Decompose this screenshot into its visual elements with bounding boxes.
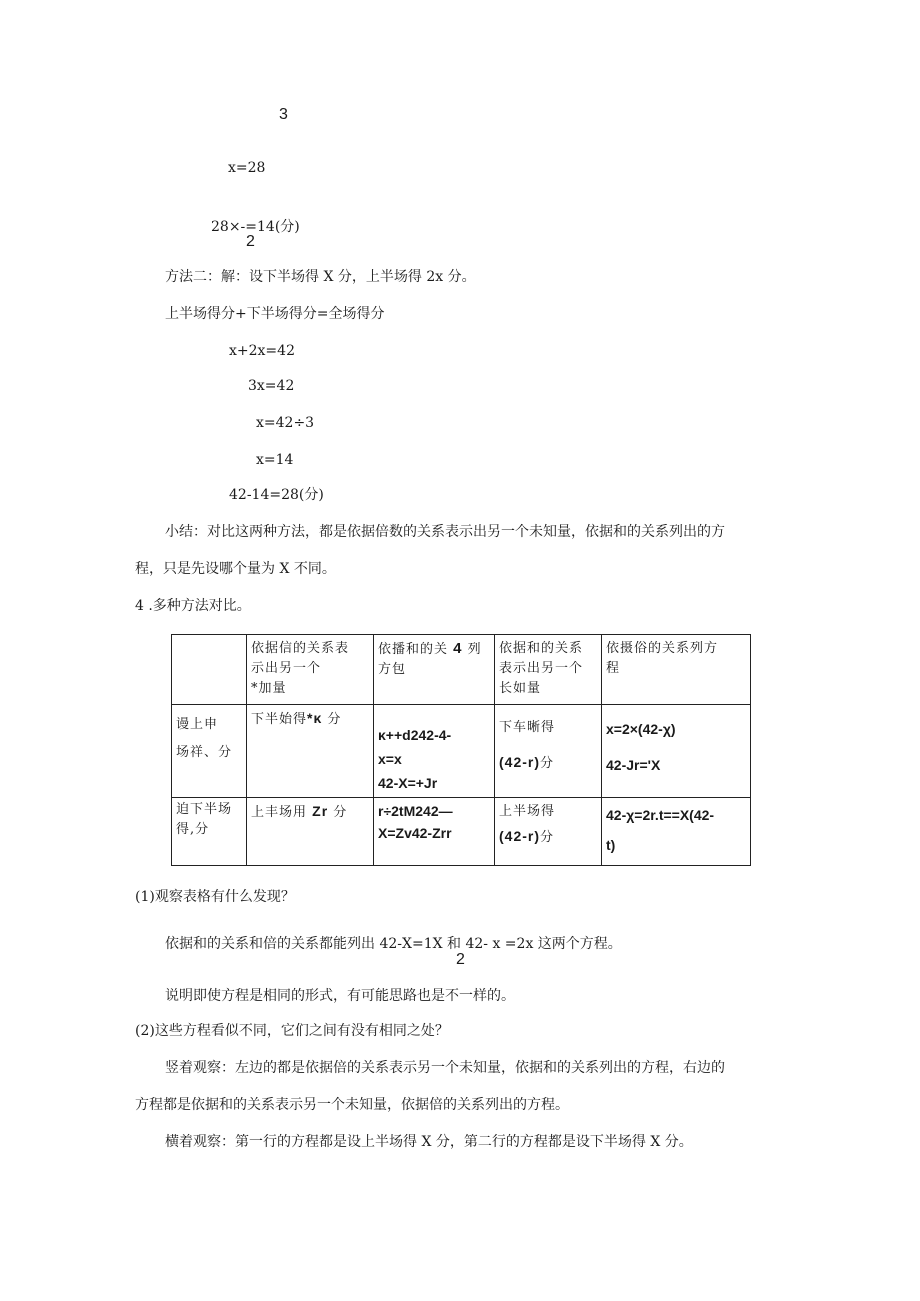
summary-line: 小结：对比这两种方法，都是依据倍数的关系表示出另一个未知量，依据和的关系列出的方 — [165, 524, 725, 540]
table-cell — [602, 705, 751, 798]
table-cell — [374, 705, 495, 798]
table-corner-cell — [172, 635, 247, 705]
row-label-text: 场祥、分 — [176, 745, 233, 760]
header-text: 依据信的关系表 — [251, 641, 350, 656]
question-1: (1)观察表格有什么发现？ — [135, 889, 295, 905]
table-row-first-half — [172, 705, 751, 798]
header-text: 程 — [606, 661, 621, 676]
comparison-table — [171, 634, 751, 866]
solution-step: x=14 — [256, 452, 294, 468]
header-text: 依摄俗的关系列方 — [606, 641, 719, 656]
header-text: 依据和的关系 — [499, 641, 584, 656]
table-header-cell — [374, 635, 495, 705]
table-cell — [495, 798, 602, 866]
equation-text: x=x — [378, 751, 402, 767]
header-text: 示出另一个 — [251, 661, 322, 676]
cell-math: *κ — [307, 710, 323, 726]
table-cell — [247, 798, 374, 866]
method-two-heading: 方法二：解：设下半场得 X 分，上半场得 2x 分。 — [165, 269, 476, 285]
cell-math: Zr — [312, 803, 329, 819]
row-label-cell — [172, 798, 247, 866]
cell-unit: 分 — [540, 756, 555, 771]
cell-unit: 分 — [540, 830, 555, 845]
header-text: 依播和的关 — [378, 642, 449, 657]
equation-28-times: 28×-=14(分) — [211, 219, 300, 235]
equation-text: 42-X=+Jr — [378, 775, 438, 791]
equation-text: κ++d242-4- — [378, 727, 452, 743]
equation-text: 42-Jr='X — [606, 757, 661, 773]
equation-text: X=Zv42-Zrr — [378, 825, 452, 841]
table-header-cell — [602, 635, 751, 705]
table-cell — [495, 705, 602, 798]
summary-line: 程，只是先设哪个量为 X 不同。 — [135, 561, 336, 577]
fraction-denominator: 2 — [246, 233, 255, 250]
vertical-observation-line: 方程都是依据和的关系表示另一个未知量，依据倍的关系列出的方程。 — [135, 1097, 569, 1113]
table-row-second-half — [172, 798, 751, 866]
vertical-observation-line: 竖着观察：左边的都是依据倍的关系表示另一个未知量，依据和的关系列出的方程，右边的 — [165, 1060, 725, 1076]
header-text: 长如量 — [499, 681, 542, 696]
row-label-text: 得,分 — [176, 822, 210, 837]
equation-text: x=2×(42-χ) — [606, 721, 676, 737]
solution-step: 3x=42 — [248, 378, 295, 394]
header-text: 列 — [467, 642, 482, 657]
cell-text: 上丰场用 — [251, 805, 308, 820]
question-1-fraction: 2 — [456, 951, 465, 968]
table-cell — [247, 705, 374, 798]
cell-unit: 分 — [327, 712, 342, 727]
header-text: 表示出另一个 — [499, 661, 584, 676]
row-label-text: 迫下半场 — [176, 802, 233, 817]
equation-text: t) — [606, 837, 616, 853]
cell-text: 下车晰得 — [499, 720, 556, 735]
equation-x-28: x=28 — [228, 160, 266, 176]
table-header-cell — [495, 635, 602, 705]
fraction-numerator: 3 — [279, 106, 288, 123]
solution-step: x+2x=42 — [229, 343, 295, 359]
question-2: (2)这些方程看似不同，它们之间有没有相同之处？ — [135, 1023, 449, 1039]
solution-step: x=42÷3 — [256, 415, 315, 431]
horizontal-observation: 横着观察：第一行的方程都是设上半场得 X 分，第二行的方程都是设下半场得 X 分。 — [165, 1134, 693, 1150]
cell-text: 上半场得 — [499, 804, 556, 819]
table-cell — [374, 798, 495, 866]
relation-statement: 上半场得分+下半场得分=全场得分 — [165, 306, 385, 322]
table-header-row — [172, 635, 751, 705]
cell-text: 下半始得 — [251, 712, 308, 727]
cell-unit: 分 — [333, 805, 348, 820]
row-label-text: 谩上申 — [176, 717, 219, 732]
table-header-cell — [247, 635, 374, 705]
header-text: *加量 — [251, 681, 287, 696]
equation-text: 42-χ=2r.t==X(42- — [606, 807, 715, 823]
table-cell — [602, 798, 751, 866]
header-text: 方包 — [378, 662, 407, 677]
solution-step: 42-14=28(分) — [229, 487, 324, 503]
question-1-note: 说明即使方程是相同的形式，有可能思路也是不一样的。 — [165, 988, 515, 1004]
section-4-heading: 4 .多种方法对比。 — [135, 598, 251, 614]
cell-math: (42-r) — [499, 754, 541, 770]
header-number: 4 — [453, 640, 463, 657]
equation-text: r÷2tM242— — [378, 803, 453, 819]
row-label-cell — [172, 705, 247, 798]
cell-math: (42-r) — [499, 828, 541, 844]
question-1-answer: 依据和的关系和倍的关系都能列出 42-X=1X 和 42- x =2x 这两个方程。 — [165, 936, 622, 952]
